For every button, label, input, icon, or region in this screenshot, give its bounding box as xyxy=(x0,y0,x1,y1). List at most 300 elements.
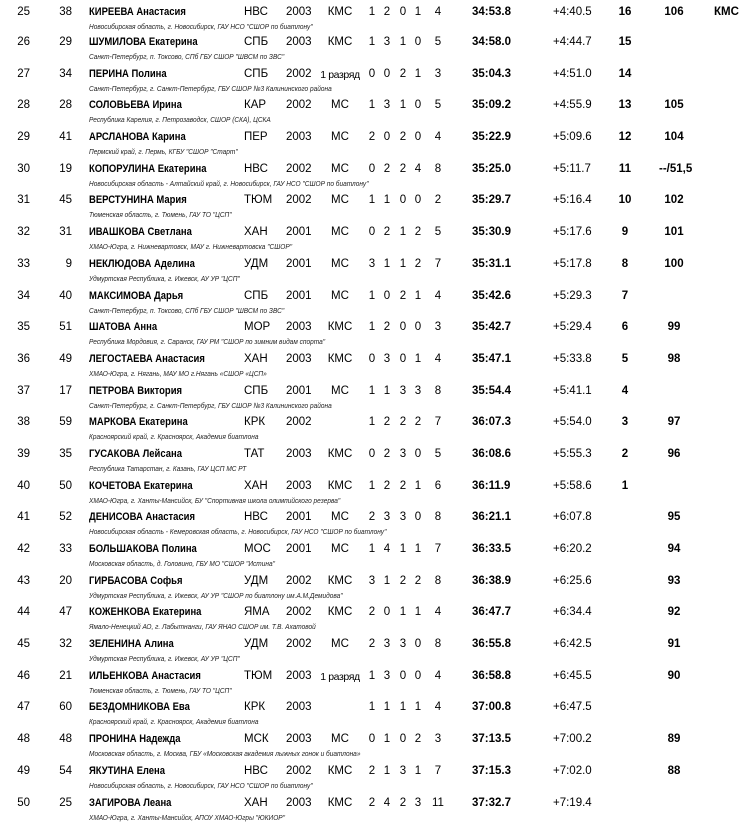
birth-year: 2003 xyxy=(286,6,312,18)
penalty-stage-3: 1 xyxy=(399,226,407,239)
sport-rank: КМС xyxy=(327,36,353,48)
sport-rank: МС xyxy=(331,384,349,397)
penalty-stage-2: 1 xyxy=(383,701,391,714)
time-behind: +7:00.2 xyxy=(553,733,592,746)
penalty-stage-4: 0 xyxy=(414,194,422,207)
birth-year: 2003 xyxy=(286,36,312,48)
finish-time: 36:07.3 xyxy=(472,416,512,429)
time-behind: +5:33.8 xyxy=(553,352,592,365)
time-behind: +6:45.5 xyxy=(553,669,592,682)
penalty-stage-4: 2 xyxy=(414,574,422,587)
penalty-stage-4: 1 xyxy=(414,701,422,714)
penalty-total: 4 xyxy=(434,131,442,144)
row-bib: 40 xyxy=(59,289,72,302)
points: 10 xyxy=(618,194,632,207)
finish-time: 36:38.9 xyxy=(472,574,512,587)
row-place: 34 xyxy=(17,289,30,302)
row-place: 50 xyxy=(17,796,30,809)
row-bib: 32 xyxy=(59,638,72,651)
penalty-stage-2: 3 xyxy=(383,511,391,524)
penalty-stage-1: 2 xyxy=(368,606,376,619)
athlete-organization: Республика Татарстан, г. Казань, ГАУ ЦСП МС РТ xyxy=(89,463,247,473)
birth-year: 2002 xyxy=(286,194,312,207)
region-code: КРК xyxy=(244,416,266,429)
athlete-name: ДЕНИСОВА Анастасия xyxy=(89,511,196,524)
table-row xyxy=(0,347,750,379)
finish-time: 37:00.8 xyxy=(472,701,512,714)
row-place: 27 xyxy=(17,67,30,80)
athlete-organization: Удмуртская Республика, г. Ижевск, АУ УР "ЦСП" xyxy=(89,654,240,664)
penalty-stage-3: 0 xyxy=(399,669,407,682)
sport-rank: МС xyxy=(331,131,349,144)
penalty-total: 3 xyxy=(434,321,442,334)
region-code: СПБ xyxy=(244,384,269,397)
cup-points: 96 xyxy=(667,447,681,460)
row-place: 44 xyxy=(17,606,30,619)
penalty-stage-2: 3 xyxy=(383,99,391,112)
birth-year: 2001 xyxy=(286,511,312,524)
row-bib: 34 xyxy=(59,67,72,80)
finish-time: 35:47.1 xyxy=(472,352,512,365)
athlete-organization: Новосибирская область, г. Новосибирск, ГАУ НСО "СШОР по биатлону" xyxy=(89,22,313,31)
penalty-stage-2: 2 xyxy=(383,447,391,460)
time-behind: +4:44.7 xyxy=(553,36,592,48)
penalty-total: 11 xyxy=(432,796,444,809)
row-bib: 54 xyxy=(59,764,72,777)
penalty-total: 4 xyxy=(434,669,442,682)
row-place: 41 xyxy=(17,511,30,524)
penalty-stage-2: 2 xyxy=(383,416,391,429)
row-bib: 33 xyxy=(59,543,72,555)
athlete-name: БЕЗДОМНИКОВА Ева xyxy=(89,701,190,714)
athlete-organization: ХМАО-Югра, г. Ханты-Мансийск, БУ "Спортивная школа олимпийского резерва" xyxy=(89,495,341,505)
penalty-stage-3: 0 xyxy=(399,352,407,365)
athlete-name: ГУСАКОВА Лейсана xyxy=(89,447,182,460)
time-behind: +4:40.5 xyxy=(553,6,592,18)
time-behind: +5:55.3 xyxy=(553,447,592,460)
time-behind: +5:58.6 xyxy=(553,479,592,492)
sport-rank: МС xyxy=(331,543,349,555)
penalty-stage-2: 1 xyxy=(383,257,391,270)
region-code: НВС xyxy=(244,511,268,524)
time-behind: +7:19.4 xyxy=(553,796,592,809)
finish-time: 37:13.5 xyxy=(472,733,512,746)
penalty-stage-4: 0 xyxy=(414,447,422,460)
penalty-stage-4: 0 xyxy=(414,99,422,112)
time-behind: +5:11.7 xyxy=(553,162,591,175)
cup-points: 95 xyxy=(667,511,681,524)
sport-rank: МС xyxy=(331,511,349,524)
row-place: 30 xyxy=(17,162,30,175)
penalty-stage-4: 2 xyxy=(414,733,422,746)
penalty-total: 6 xyxy=(434,479,442,492)
penalty-stage-3: 3 xyxy=(399,638,407,651)
athlete-name: ШУМИЛОВА Екатерина xyxy=(89,36,198,48)
athlete-organization: Новосибирская область - Алтайский край, г. Новосибирск, ГАУ НСО "СШОР по биатлону" xyxy=(89,178,369,188)
row-bib: 50 xyxy=(59,479,72,492)
athlete-organization: Республика Карелия, г. Петрозаводск, СШОР (СКА), ЦСКА xyxy=(89,115,271,125)
penalty-stage-3: 0 xyxy=(399,194,407,207)
row-bib: 52 xyxy=(59,511,72,524)
penalty-stage-2: 2 xyxy=(383,321,391,334)
table-row xyxy=(0,537,750,569)
athlete-name: ЗЕЛЕНИНА Алина xyxy=(89,638,174,651)
penalty-stage-3: 3 xyxy=(399,511,407,524)
athlete-name: БОЛЬШАКОВА Полина xyxy=(89,543,197,555)
penalty-stage-1: 1 xyxy=(368,6,376,18)
region-code: ПЕР xyxy=(244,131,268,144)
row-bib: 19 xyxy=(59,162,72,175)
athlete-organization: Санкт-Петербург, п. Токсово, СПб ГБУ СШОР "ШВСМ по ЗВС" xyxy=(89,52,285,61)
finish-time: 36:55.8 xyxy=(472,638,512,651)
penalty-stage-1: 0 xyxy=(368,67,376,80)
row-place: 47 xyxy=(17,701,30,714)
athlete-organization: Новосибирская область - Кемеровская область, г. Новосибирск, ГАУ НСО "СШОР по биатлону" xyxy=(89,527,387,537)
table-row xyxy=(0,569,750,601)
penalty-stage-4: 1 xyxy=(414,289,422,302)
table-row xyxy=(0,379,750,411)
row-bib: 21 xyxy=(59,669,72,682)
finish-time: 35:09.2 xyxy=(472,99,512,112)
penalty-stage-1: 1 xyxy=(368,669,376,682)
region-code: МСК xyxy=(244,733,269,746)
table-row xyxy=(0,252,750,284)
penalty-stage-1: 2 xyxy=(368,131,376,144)
sport-rank: КМС xyxy=(327,321,353,334)
time-behind: +5:17.8 xyxy=(553,257,592,270)
athlete-organization: Тюменская область, г. Тюмень, ГАУ ТО "ЦСП" xyxy=(89,685,232,695)
points: 16 xyxy=(618,6,632,18)
finish-time: 36:33.5 xyxy=(472,543,512,555)
athlete-organization: Тюменская область, г. Тюмень, ГАУ ТО "ЦСП" xyxy=(89,210,232,220)
region-code: СПБ xyxy=(244,36,269,48)
table-row xyxy=(0,759,750,791)
region-code: СПБ xyxy=(244,289,269,302)
points: 15 xyxy=(618,36,632,48)
sport-rank: МС xyxy=(331,289,349,302)
athlete-name: СОЛОВЬЕВА Ирина xyxy=(89,99,182,112)
athlete-organization: ХМАО-Югра, г. Нягань, МАУ МО г.Нягань «СШОР «ЦСП» xyxy=(89,368,267,378)
row-bib: 48 xyxy=(59,733,72,746)
cup-points: 98 xyxy=(667,352,681,365)
row-place: 36 xyxy=(17,352,30,365)
penalty-total: 5 xyxy=(434,226,442,239)
time-behind: +6:34.4 xyxy=(553,606,592,619)
birth-year: 2002 xyxy=(286,162,312,175)
athlete-organization: Пермский край, г. Пермь, КГБУ "СШОР "Старт" xyxy=(89,147,238,157)
athlete-organization: Удмуртская Республика, г. Ижевск, АУ УР "ЦСП" xyxy=(89,273,240,283)
penalty-stage-2: 1 xyxy=(383,194,391,207)
cup-points: 91 xyxy=(667,638,681,651)
points: 12 xyxy=(618,131,632,144)
athlete-organization: ХМАО-Югра, г. Ханты-Мансийск, АПОУ ХМАО-Югры "ЮКИОР" xyxy=(89,812,285,822)
penalty-total: 3 xyxy=(434,67,442,80)
penalty-total: 5 xyxy=(434,99,442,112)
row-bib: 17 xyxy=(59,384,72,397)
athlete-organization: ХМАО-Югра, г. Нижневартовск, МАУ г. Нижневартовска "СШОР" xyxy=(89,242,293,252)
penalty-stage-3: 3 xyxy=(399,447,407,460)
row-bib: 60 xyxy=(59,701,72,714)
sport-rank: КМС xyxy=(327,606,353,619)
penalty-stage-1: 0 xyxy=(368,352,376,365)
penalty-stage-3: 1 xyxy=(399,36,407,48)
penalty-total: 7 xyxy=(434,543,442,555)
penalty-stage-2: 3 xyxy=(383,669,391,682)
penalty-stage-1: 1 xyxy=(368,384,376,397)
points: 5 xyxy=(621,352,629,365)
sport-rank: КМС xyxy=(327,796,353,809)
sport-rank: МС xyxy=(331,99,349,112)
region-code: УДМ xyxy=(244,574,269,587)
athlete-organization: Ямало-Ненецкий АО, г. Лабытнанги, ГАУ ЯНАО СШОР им. Т.В. Ахатовой xyxy=(89,622,316,632)
finish-time: 35:25.0 xyxy=(472,162,512,175)
penalty-stage-4: 1 xyxy=(414,764,422,777)
row-bib: 45 xyxy=(59,194,72,207)
penalty-stage-4: 1 xyxy=(414,67,422,80)
penalty-stage-1: 1 xyxy=(368,321,376,334)
region-code: ТАТ xyxy=(244,447,265,460)
penalty-stage-3: 2 xyxy=(399,67,407,80)
penalty-stage-2: 2 xyxy=(383,6,391,18)
penalty-stage-1: 3 xyxy=(368,574,376,587)
table-row xyxy=(0,410,750,442)
table-row xyxy=(0,727,750,759)
sport-rank: КМС xyxy=(327,6,353,18)
time-behind: +5:17.6 xyxy=(553,226,592,239)
penalty-stage-4: 0 xyxy=(414,511,422,524)
region-code: МОР xyxy=(244,321,271,334)
penalty-stage-2: 3 xyxy=(383,36,391,48)
penalty-stage-3: 3 xyxy=(399,764,407,777)
penalty-stage-2: 3 xyxy=(383,638,391,651)
time-behind: +6:20.2 xyxy=(553,543,592,555)
points: 2 xyxy=(621,447,629,460)
row-bib: 35 xyxy=(59,447,72,460)
athlete-name: ШАТОВА Анна xyxy=(89,321,158,334)
penalty-stage-3: 0 xyxy=(399,321,407,334)
penalty-stage-3: 2 xyxy=(399,479,407,492)
penalty-stage-2: 4 xyxy=(383,543,391,555)
table-row xyxy=(0,220,750,252)
time-behind: +5:54.0 xyxy=(553,416,592,429)
penalty-total: 4 xyxy=(434,289,442,302)
sport-rank: 1 разряд xyxy=(320,68,360,81)
athlete-organization: Республика Мордовия, г. Саранск, ГАУ РМ "СШОР по зимним видам спорта" xyxy=(89,337,326,347)
region-code: УДМ xyxy=(244,638,269,651)
table-row xyxy=(0,632,750,664)
region-code: ЯМА xyxy=(244,606,270,619)
penalty-stage-3: 3 xyxy=(399,384,407,397)
athlete-name: ИВАШКОВА Светлана xyxy=(89,226,192,239)
penalty-stage-1: 0 xyxy=(368,733,376,746)
penalty-stage-2: 3 xyxy=(383,352,391,365)
table-row xyxy=(0,157,750,189)
table-row xyxy=(0,664,750,696)
penalty-total: 7 xyxy=(434,764,442,777)
athlete-organization: Красноярский край, г. Красноярск, Академия биатлона xyxy=(89,717,259,727)
row-bib: 25 xyxy=(59,796,72,809)
region-code: ХАН xyxy=(244,479,268,492)
penalty-stage-4: 1 xyxy=(414,479,422,492)
penalty-total: 4 xyxy=(434,6,442,18)
penalty-total: 8 xyxy=(434,162,442,175)
table-row xyxy=(0,93,750,125)
time-behind: +6:07.8 xyxy=(553,511,592,524)
row-place: 31 xyxy=(17,194,30,207)
athlete-name: ГИРБАСОВА Софья xyxy=(89,574,183,587)
region-code: ХАН xyxy=(244,226,268,239)
birth-year: 2003 xyxy=(286,669,312,682)
penalty-stage-4: 2 xyxy=(414,416,422,429)
athlete-organization: Красноярский край, г. Красноярск, Академия биатлона xyxy=(89,432,259,442)
row-place: 32 xyxy=(17,226,30,239)
athlete-name: КОПОРУЛИНА Екатерина xyxy=(89,162,207,175)
row-bib: 38 xyxy=(59,6,72,18)
time-behind: +6:47.5 xyxy=(553,701,592,714)
region-code: УДМ xyxy=(244,257,269,270)
penalty-total: 3 xyxy=(434,733,442,746)
cup-points: 97 xyxy=(667,416,681,429)
finish-time: 36:47.7 xyxy=(472,606,512,619)
sport-rank: МС xyxy=(331,733,349,746)
cup-points: 101 xyxy=(664,226,684,239)
row-place: 39 xyxy=(17,447,30,460)
points: 6 xyxy=(621,321,629,334)
penalty-stage-4: 1 xyxy=(414,543,422,555)
cup-points: 102 xyxy=(664,194,684,207)
row-place: 26 xyxy=(17,36,30,48)
finish-time: 35:42.7 xyxy=(472,321,512,334)
penalty-stage-1: 1 xyxy=(368,479,376,492)
row-bib: 31 xyxy=(59,226,72,239)
row-place: 25 xyxy=(17,6,30,18)
penalty-stage-4: 0 xyxy=(414,669,422,682)
row-place: 45 xyxy=(17,638,30,651)
athlete-organization: Санкт-Петербург, г. Санкт-Петербург, ГБУ СШОР №3 Калининского района xyxy=(89,83,332,93)
finish-time: 35:31.1 xyxy=(472,257,512,270)
penalty-stage-2: 1 xyxy=(383,384,391,397)
row-bib: 49 xyxy=(59,352,72,365)
finish-time: 35:04.3 xyxy=(472,67,512,80)
penalty-total: 4 xyxy=(434,701,442,714)
region-code: НВС xyxy=(244,162,268,175)
athlete-name: ЗАГИРОВА Леана xyxy=(89,796,172,809)
sport-rank: МС xyxy=(331,257,349,270)
penalty-stage-4: 1 xyxy=(414,352,422,365)
athlete-organization: Новосибирская область, г. Новосибирск, ГАУ НСО "СШОР по биатлону" xyxy=(89,780,313,790)
penalty-stage-1: 2 xyxy=(368,638,376,651)
table-row xyxy=(0,125,750,157)
penalty-stage-3: 0 xyxy=(399,733,407,746)
birth-year: 2001 xyxy=(286,289,312,302)
finish-time: 35:42.6 xyxy=(472,289,512,302)
finish-time: 37:32.7 xyxy=(472,796,512,809)
sport-rank: КМС xyxy=(327,764,353,777)
cup-points: --/51,5 xyxy=(659,162,693,175)
finish-time: 36:58.8 xyxy=(472,669,512,682)
penalty-stage-2: 2 xyxy=(383,226,391,239)
cup-points: 99 xyxy=(667,321,681,334)
athlete-name: ПЕТРОВА Виктория xyxy=(89,384,183,397)
penalty-total: 2 xyxy=(434,194,442,207)
penalty-stage-3: 2 xyxy=(399,162,407,175)
sport-rank: МС xyxy=(331,194,349,207)
row-bib: 41 xyxy=(59,131,72,144)
row-place: 38 xyxy=(17,416,30,429)
penalty-stage-3: 2 xyxy=(399,416,407,429)
birth-year: 2002 xyxy=(286,764,312,777)
table-row xyxy=(0,62,750,94)
cup-points: 93 xyxy=(667,574,681,587)
athlete-organization: Московская область, г. Москва, ГБУ «Московская академия лыжных гонок и биатлона» xyxy=(89,749,361,759)
cup-points: 89 xyxy=(667,733,681,746)
birth-year: 2003 xyxy=(286,733,312,746)
table-row xyxy=(0,474,750,506)
finish-time: 35:54.4 xyxy=(472,384,512,397)
penalty-total: 7 xyxy=(434,416,442,429)
finish-time: 35:29.7 xyxy=(472,194,512,207)
row-place: 33 xyxy=(17,257,30,270)
penalty-stage-1: 1 xyxy=(368,194,376,207)
finish-time: 34:58.0 xyxy=(472,36,512,48)
athlete-organization: Удмуртская Республика, г. Ижевск, АУ УР "СШОР по биатлону им.А.М.Демидова" xyxy=(89,590,343,600)
penalty-stage-3: 1 xyxy=(399,99,407,112)
time-behind: +5:29.3 xyxy=(553,289,592,302)
penalty-stage-1: 1 xyxy=(368,543,376,555)
penalty-stage-1: 2 xyxy=(368,796,376,809)
row-place: 48 xyxy=(17,733,30,746)
penalty-stage-4: 0 xyxy=(414,36,422,48)
region-code: ХАН xyxy=(244,796,268,809)
penalty-total: 5 xyxy=(434,36,442,48)
athlete-name: КИРЕЕВА Анастасия xyxy=(89,6,186,18)
time-behind: +6:42.5 xyxy=(553,638,592,651)
points: 8 xyxy=(621,257,629,270)
penalty-stage-3: 1 xyxy=(399,701,407,714)
penalty-stage-1: 1 xyxy=(368,416,376,429)
time-behind: +7:02.0 xyxy=(553,764,592,777)
penalty-stage-4: 4 xyxy=(414,162,422,175)
row-place: 49 xyxy=(17,764,30,777)
penalty-stage-2: 4 xyxy=(383,796,391,809)
table-row xyxy=(0,315,750,347)
athlete-name: КОЧЕТОВА Екатерина xyxy=(89,479,193,492)
birth-year: 2003 xyxy=(286,131,312,144)
penalty-stage-4: 1 xyxy=(414,6,422,18)
region-code: НВС xyxy=(244,6,268,18)
birth-year: 2001 xyxy=(286,384,312,397)
row-place: 35 xyxy=(17,321,30,334)
birth-year: 2002 xyxy=(286,574,312,587)
time-behind: +5:09.6 xyxy=(553,131,592,144)
sport-rank: МС xyxy=(331,162,349,175)
region-code: НВС xyxy=(244,764,268,777)
finish-time: 34:53.8 xyxy=(472,6,512,18)
birth-year: 2003 xyxy=(286,796,312,809)
time-behind: +6:25.6 xyxy=(553,574,592,587)
birth-year: 2003 xyxy=(286,701,312,714)
athlete-organization: Санкт-Петербург, г. Санкт-Петербург, ГБУ СШОР №3 Калининского района xyxy=(89,400,332,410)
points: 3 xyxy=(621,416,629,429)
cup-points: 88 xyxy=(667,764,681,777)
penalty-stage-4: 2 xyxy=(414,257,422,270)
time-behind: +4:55.9 xyxy=(553,99,592,112)
region-code: СПБ xyxy=(244,67,269,80)
row-bib: 59 xyxy=(59,416,72,429)
sport-rank: КМС xyxy=(327,479,353,492)
time-behind: +5:29.4 xyxy=(553,321,592,334)
sport-rank: КМС xyxy=(327,574,353,587)
